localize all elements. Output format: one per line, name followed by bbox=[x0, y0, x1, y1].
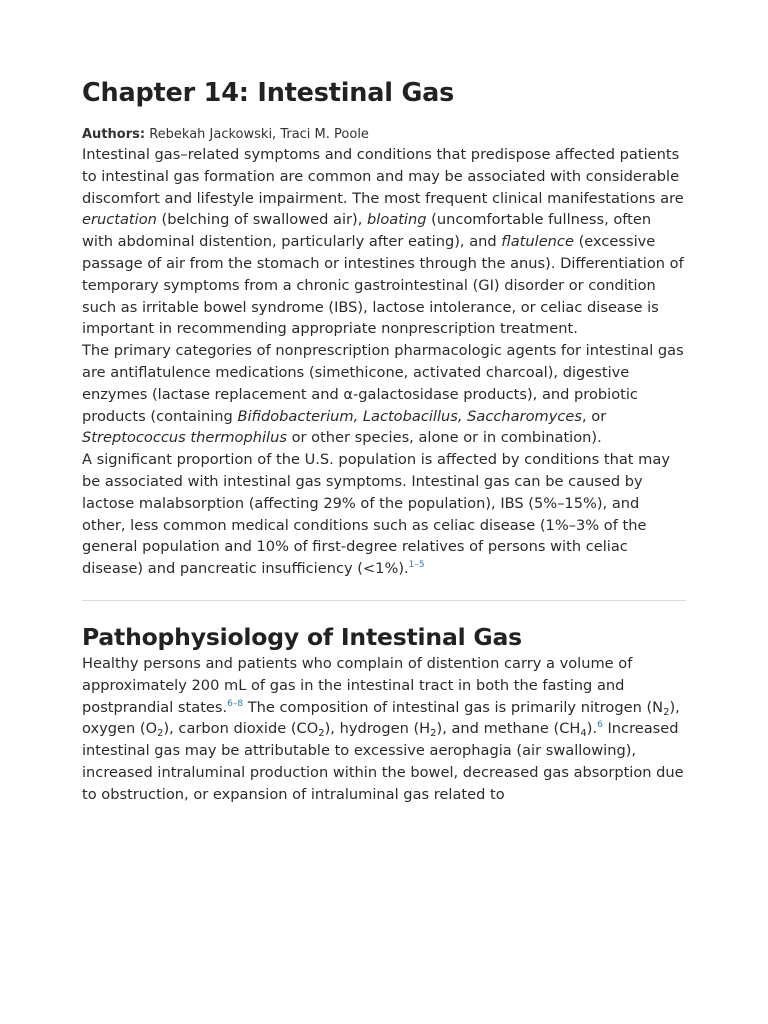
text-run: ), carbon dioxide (CO bbox=[163, 720, 319, 738]
subscript: 2 bbox=[430, 728, 437, 740]
subscript: 4 bbox=[580, 728, 587, 740]
chapter-title: Chapter 14: Intestinal Gas bbox=[82, 78, 455, 108]
authors-label: Authors: bbox=[82, 127, 146, 142]
section-divider bbox=[82, 600, 686, 601]
intro-paragraph-3 bbox=[82, 449, 686, 580]
section-title: Pathophysiology of Intestinal Gas bbox=[82, 622, 522, 651]
text-run: A significant proportion of the U.S. population is affected by conditions that may be associated with intestinal gas symptoms. Intestinal gas can be caused by lactose malabsorption (affecting 29% of the population), IBS (5%–15%), and other, less common medical conditions such as celiac disease (1%–3% of the general population and 10% of first-degree relatives of persons with celiac disease) and pancreatic insufficiency (<1%). bbox=[82, 451, 670, 578]
authors-names: Rebekah Jackowski, Traci M. Poole bbox=[145, 127, 369, 142]
reference-link[interactable]: 1–5 bbox=[408, 560, 425, 571]
authors-line bbox=[82, 126, 686, 144]
text-run: (belching of swallowed air), bbox=[156, 211, 367, 229]
text-run: ), hydrogen (H bbox=[324, 720, 431, 738]
text-run: The primary categories of nonprescription pharmacologic agents for intestinal gas are antiflatulence medications (simethicone, activated charcoal), digestive enzymes (lactase replacement and α-galactosidase products), and probiotic products (containing bbox=[82, 342, 684, 425]
text-run: Increased intestinal gas may be attributable to excessive aerophagia (air swallowing), increased intraluminal production within the bowel, decreased gas absorption due to obstruction, or expansion of intraluminal gas related to bbox=[82, 720, 684, 803]
section-paragraph-1 bbox=[82, 653, 686, 806]
subscript: 2 bbox=[157, 728, 164, 740]
text-run: Healthy persons and patients who complain of distention carry a volume of approximately 200 mL of gas in the intestinal tract in both the fasting and postprandial states. bbox=[82, 654, 633, 716]
text-run: or other species, alone or in combination). bbox=[286, 429, 602, 447]
intro-paragraph-1 bbox=[82, 144, 686, 340]
intro-paragraph-2 bbox=[82, 340, 686, 449]
term-flatulence: flatulence bbox=[501, 233, 574, 251]
text-run: Intestinal gas–related symptoms and conditions that predispose affected patients to intestinal gas formation are common and may be associated with considerable discomfort and lifestyle impairment. The most frequent clinical manifestations are bbox=[82, 146, 684, 207]
reference-link[interactable]: 6 bbox=[597, 720, 603, 731]
text-run: The composition of intestinal gas is primarily nitrogen (N bbox=[243, 698, 664, 716]
term-bloating: bloating bbox=[367, 211, 427, 229]
text-run: ), oxygen (O bbox=[82, 698, 680, 738]
subscript: 2 bbox=[663, 706, 670, 718]
text-run: ), and methane (CH bbox=[436, 720, 581, 738]
probiotic-species: Streptococcus thermophilus bbox=[82, 429, 287, 447]
subscript: 2 bbox=[318, 728, 325, 740]
term-eructation: eructation bbox=[82, 211, 157, 229]
text-run: (uncomfortable fullness, often with abdominal distention, particularly after eating), and bbox=[82, 211, 652, 251]
text-run: , or bbox=[581, 407, 607, 425]
probiotic-genera: Bifidobacterium, Lactobacillus, Saccharomyces bbox=[237, 407, 582, 425]
text-run: ). bbox=[586, 720, 598, 738]
text-run: (excessive passage of air from the stomach or intestines through the anus). Differentiation of temporary symptoms from a chronic gastrointestinal (GI) disorder or condition such as irritable bowel syndrome (IBS), lactose intolerance, or celiac disease is important in recommending appropriate nonprescription treatment. bbox=[82, 233, 684, 338]
reference-link[interactable]: 6–8 bbox=[227, 698, 244, 709]
